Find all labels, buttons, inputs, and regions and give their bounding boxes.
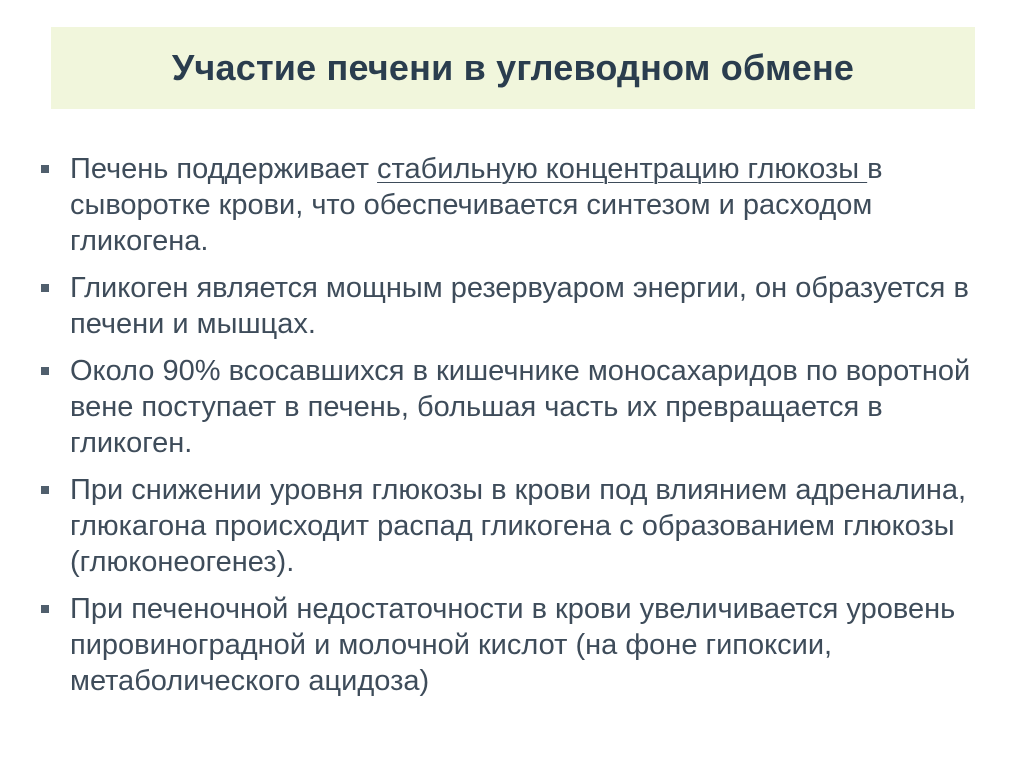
- title-banner: [51, 27, 975, 109]
- square-bullet-icon: [41, 486, 49, 494]
- bullet-text-5: При печеночной недостаточности в крови увеличивается уровень пировиноградной и молочной кислот (на фоне гипоксии, метаболического ацидоза): [70, 593, 956, 697]
- bullet-item-1: [38, 151, 998, 259]
- bullet-text-3: Около 90% всосавшихся в кишечнике моносахаридов по воротной вене поступает в печень, большая часть их превращается в гликоген.: [70, 355, 971, 459]
- square-bullet-icon: [41, 367, 49, 375]
- bullet-text-1-underlined: стабильную концентрацию глюкозы: [377, 153, 868, 185]
- bullet-list: [38, 151, 998, 699]
- bullet-text-1-end: в сыворотке крови, что обеспечивается синтезом и расходом гликогена.: [70, 153, 883, 257]
- bullet-item-3: [38, 353, 998, 461]
- bullet-text-2: Гликоген является мощным резервуаром энергии, он образуется в печени и мышцах.: [70, 272, 969, 340]
- slide-title: Участие печени в углеводном обмене: [171, 47, 855, 88]
- bullet-text-4: При снижении уровня глюкозы в крови под влиянием адреналина, глюкагона происходит распад гликогена с образованием глюкозы (глюконеогенез).: [70, 474, 967, 578]
- bullet-item-5: [38, 591, 998, 699]
- square-bullet-icon: [41, 165, 49, 173]
- bullet-item-4: [38, 472, 998, 580]
- bullet-item-2: [38, 270, 998, 342]
- bullet-text-1-start: Печень поддерживает: [70, 153, 378, 185]
- square-bullet-icon: [41, 605, 49, 613]
- square-bullet-icon: [41, 284, 49, 292]
